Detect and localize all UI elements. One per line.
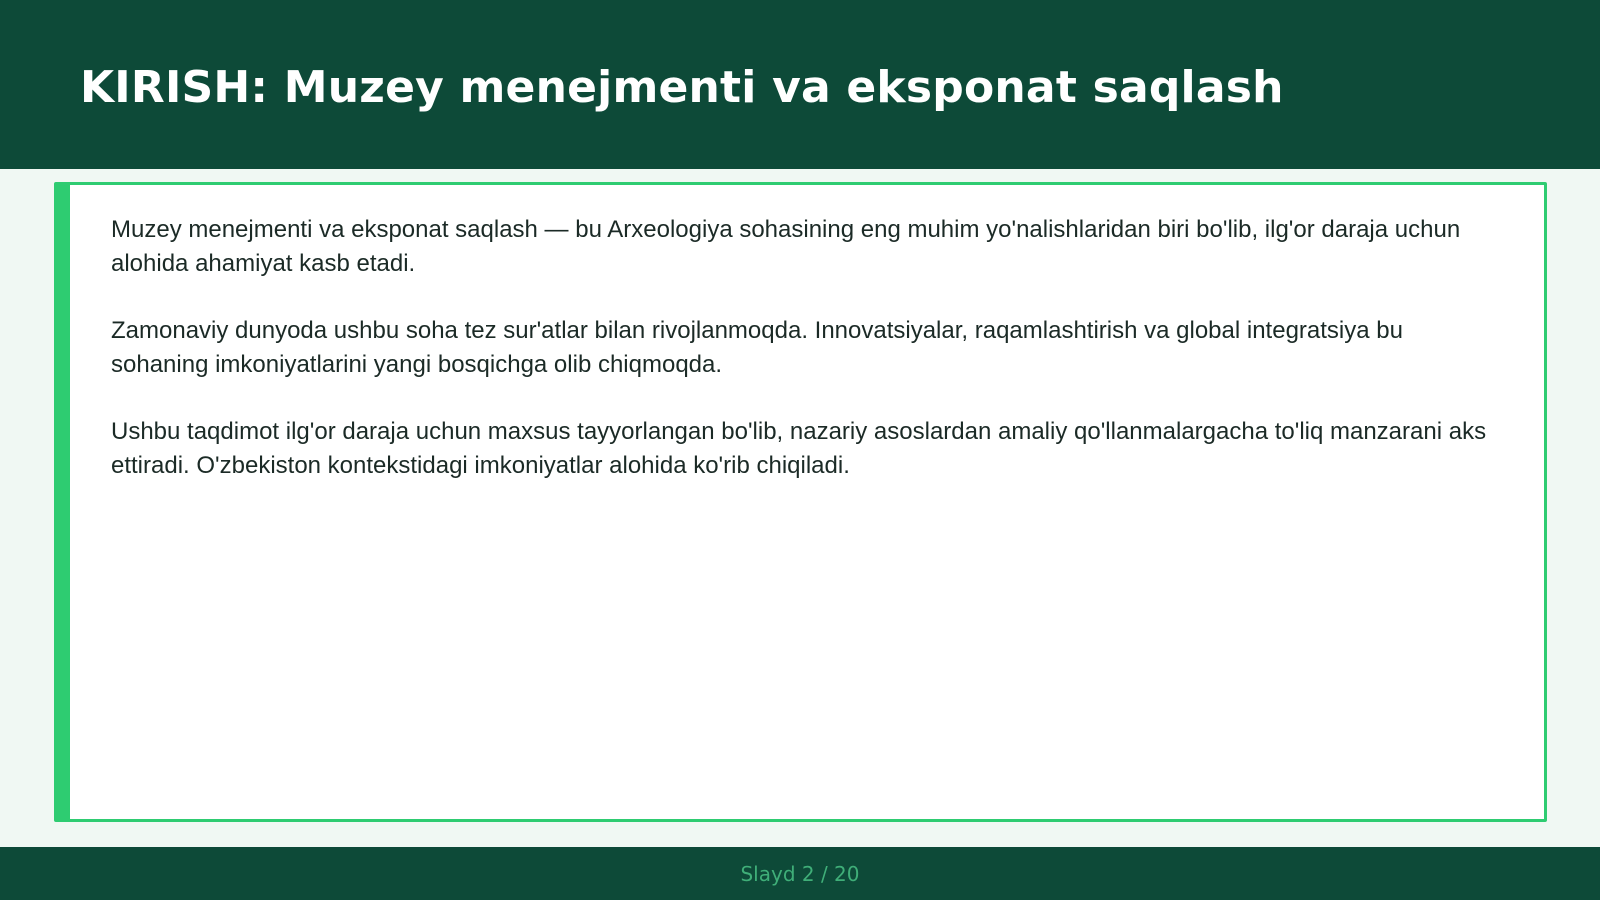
slide-counter: Slayd 2 / 20: [740, 862, 860, 886]
content-card: [54, 182, 1547, 822]
slide-footer: [0, 847, 1600, 900]
paragraph-modern-world: Zamonaviy dunyoda ushbu soha tez sur'atlar bilan rivojlanmoqda. Innovatsiyalar, raqamlashtirish va global integratsiya bu sohaning imkoniyatlarini yangi bosqichga olib chiqmoqda.: [111, 317, 1403, 378]
paragraph-intro: Muzey menejmenti va eksponat saqlash — bu Arxeologiya sohasining eng muhim yo'nalishlaridan biri bo'lib, ilg'or daraja uchun alohida ahamiyat kasb etadi.: [111, 216, 1461, 277]
slide-header: [0, 0, 1600, 169]
content-body: [111, 213, 1494, 516]
slide-title: KIRISH: Muzey menejmenti va eksponat saqlash: [80, 62, 1284, 113]
paragraph-presentation-scope: Ushbu taqdimot ilg'or daraja uchun maxsus tayyorlangan bo'lib, nazariy asoslardan amaliy qo'llanmalargacha to'liq manzarani aks ettiradi. O'zbekiston kontekstidagi imkoniyatlar alohida ko'rib chiqiladi.: [111, 418, 1487, 479]
